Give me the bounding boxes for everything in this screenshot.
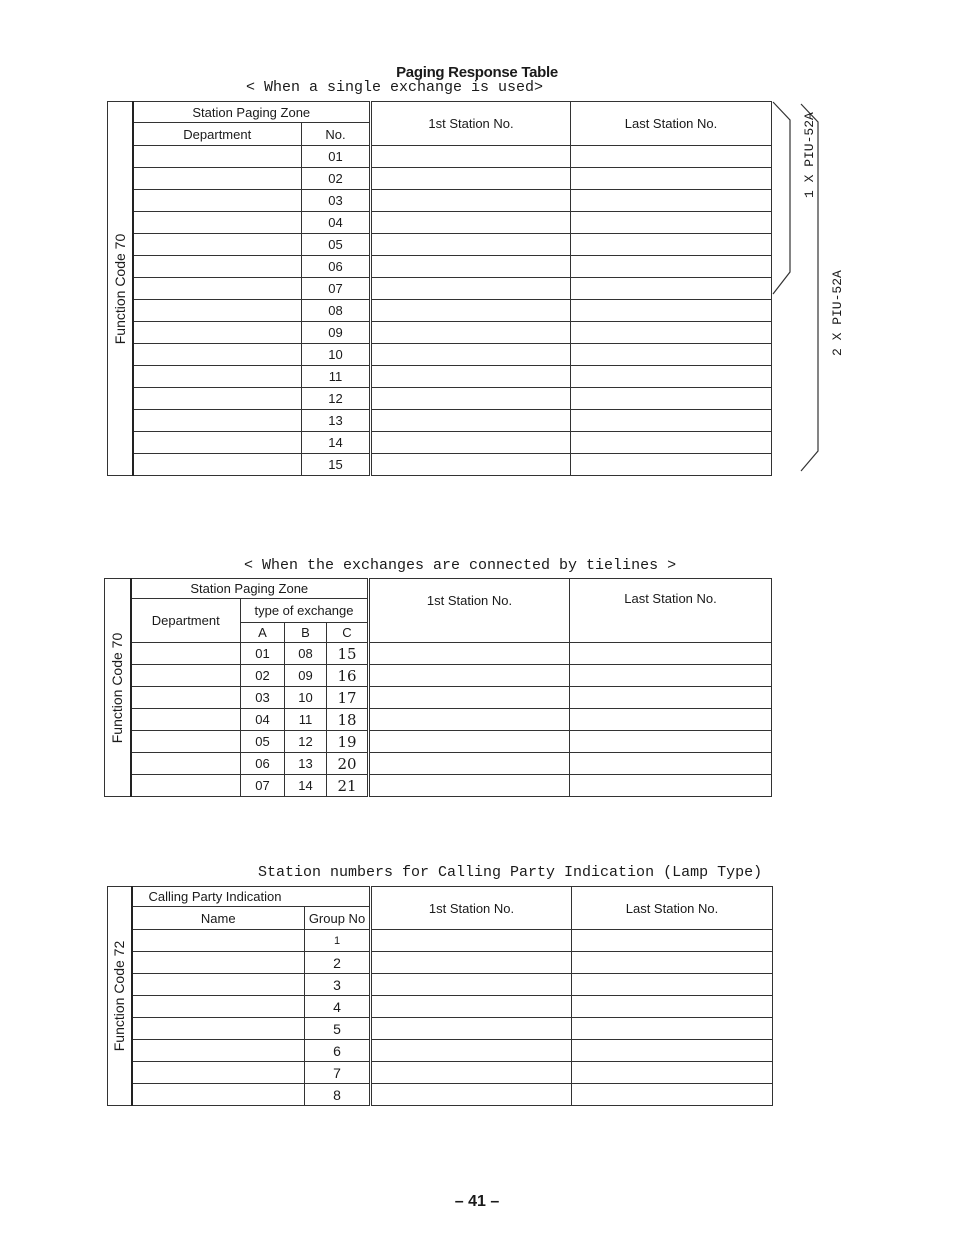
paging-table-single [107,101,772,476]
first-station-cell [371,190,571,212]
first-station-cell [371,388,571,410]
zone-c-cell: 18 [327,709,369,731]
last-station-cell [571,278,772,300]
table-row [105,731,772,753]
zone-c-cell: 19 [327,731,369,753]
function-code-label: Function Code 70 [108,102,133,476]
table-row [105,753,772,775]
first-station-cell [371,454,571,476]
paging-table-tielines [104,578,772,797]
zone-c-cell: 20 [327,753,369,775]
page-title: Paging Response Table [396,64,558,81]
department-cell [131,709,241,731]
first-station-header: 1st Station No. [371,102,571,146]
last-station-cell [571,300,772,322]
last-station-cell [571,344,772,366]
first-station-cell [371,930,572,952]
last-station-cell [571,256,772,278]
group-no-cell: 8 [305,1084,371,1106]
zone-a-cell: 03 [241,687,285,709]
table-row [108,190,772,212]
department-cell [133,168,302,190]
name-cell [132,1040,305,1062]
department-cell [131,687,241,709]
table-row [105,643,772,665]
zone-no-cell: 13 [302,410,371,432]
table-row [108,366,772,388]
first-station-cell [369,731,570,753]
table-row [108,278,772,300]
zone-a-cell: 05 [241,731,285,753]
group-no-cell: 5 [305,1018,371,1040]
last-station-header: Last Station No. [570,579,772,643]
table-row [108,212,772,234]
last-station-cell [572,996,773,1018]
table-row [108,1084,773,1106]
first-station-cell [371,234,571,256]
last-station-cell [572,974,773,996]
name-header: Name [132,907,305,930]
table-row [108,234,772,256]
zone-b-cell: 13 [285,753,327,775]
table-row [108,388,772,410]
name-cell [132,1062,305,1084]
zone-no-cell: 14 [302,432,371,454]
table-row [108,952,773,974]
page-number: – 41 – [454,1193,500,1210]
last-station-cell [571,168,772,190]
department-header: Department [131,599,241,643]
group-no-header: Group No [305,907,371,930]
department-cell [133,234,302,256]
table-row [108,1040,773,1062]
zone-header: Station Paging Zone [133,102,371,123]
zone-no-cell: 02 [302,168,371,190]
last-station-cell [572,1040,773,1062]
table-row [108,996,773,1018]
name-cell [132,974,305,996]
table-row [108,322,772,344]
last-station-cell [572,1084,773,1106]
table-row [108,344,772,366]
zone-b-cell: 10 [285,687,327,709]
group-no-cell: 7 [305,1062,371,1084]
first-station-cell [371,1084,572,1106]
last-station-header: Last Station No. [571,102,772,146]
department-header: Department [133,123,302,146]
zone-b-cell: 09 [285,665,327,687]
zone-no-cell: 11 [302,366,371,388]
last-station-cell [570,665,772,687]
last-station-cell [571,388,772,410]
zone-c-cell: 17 [327,687,369,709]
zone-c-cell: 15 [327,643,369,665]
table-row [105,687,772,709]
table-row [108,454,772,476]
first-station-cell [371,996,572,1018]
group-no-cell: 2 [305,952,371,974]
first-station-cell [371,1040,572,1062]
group-no-cell: 3 [305,974,371,996]
first-station-cell [371,366,571,388]
name-cell [132,1084,305,1106]
zone-no-cell: 08 [302,300,371,322]
first-station-cell [369,753,570,775]
name-cell [132,930,305,952]
zone-b-cell: 14 [285,775,327,797]
last-station-cell [571,366,772,388]
zone-no-cell: 01 [302,146,371,168]
name-cell [132,1018,305,1040]
first-station-cell [371,300,571,322]
department-cell [131,753,241,775]
first-station-cell [369,775,570,797]
table-row [108,256,772,278]
last-station-cell [572,1018,773,1040]
last-station-cell [571,322,772,344]
col-b-header: B [285,623,327,643]
table-row [108,168,772,190]
zone-a-cell: 07 [241,775,285,797]
table-row [108,300,772,322]
name-cell [132,996,305,1018]
first-station-cell [371,212,571,234]
first-station-cell [371,146,571,168]
department-cell [131,731,241,753]
first-station-cell [371,410,571,432]
zone-no-cell: 10 [302,344,371,366]
zone-b-cell: 11 [285,709,327,731]
department-cell [133,432,302,454]
table-row [108,432,772,454]
zone-header: Station Paging Zone [131,579,369,599]
first-station-header: 1st Station No. [371,887,572,930]
first-station-cell [371,256,571,278]
zone-a-cell: 01 [241,643,285,665]
department-cell [131,665,241,687]
last-station-cell [572,1062,773,1084]
bracket-1-line [773,102,790,294]
department-cell [133,212,302,234]
section1-caption: < When a single exchange is used> [246,79,544,96]
zone-no-cell: 07 [302,278,371,300]
department-cell [133,344,302,366]
no-header: No. [302,123,371,146]
department-cell [133,410,302,432]
first-station-cell [371,278,571,300]
department-cell [131,775,241,797]
zone-c-cell: 16 [327,665,369,687]
piu-bracket-group [768,96,828,481]
zone-b-cell: 08 [285,643,327,665]
last-station-cell [570,643,772,665]
table-row [108,930,773,952]
calling-party-table [107,886,773,1106]
group-no-cell: 6 [305,1040,371,1062]
first-station-cell [369,665,570,687]
table-row [105,775,772,797]
table-row [108,410,772,432]
type-of-exchange-header: type of exchange [241,599,369,623]
table-row [108,974,773,996]
first-station-cell [371,1018,572,1040]
table-row [105,709,772,731]
department-cell [133,256,302,278]
department-cell [131,643,241,665]
department-cell [133,388,302,410]
table-row [108,1018,773,1040]
bracket-1-label: 1 X PIU-52A [802,112,817,198]
col-c-header: C [327,623,369,643]
department-cell [133,190,302,212]
section2-caption: < When the exchanges are connected by tielines > [244,557,677,574]
function-code-label: Function Code 72 [108,887,132,1106]
first-station-cell [369,709,570,731]
zone-no-cell: 05 [302,234,371,256]
zone-a-cell: 04 [241,709,285,731]
first-station-cell [371,344,571,366]
function-code-label: Function Code 70 [105,579,131,797]
first-station-cell [371,952,572,974]
last-station-cell [571,410,772,432]
zone-no-cell: 15 [302,454,371,476]
zone-no-cell: 12 [302,388,371,410]
table-row [105,665,772,687]
last-station-cell [570,709,772,731]
zone-b-cell: 12 [285,731,327,753]
col-a-header: A [241,623,285,643]
first-station-header: 1st Station No. [369,579,570,643]
table-row [108,1062,773,1084]
first-station-cell [371,432,571,454]
department-cell [133,278,302,300]
department-cell [133,322,302,344]
last-station-cell [570,687,772,709]
last-station-cell [570,731,772,753]
table-row [108,146,772,168]
section3-caption: Station numbers for Calling Party Indication (Lamp Type) [258,864,763,881]
zone-a-cell: 02 [241,665,285,687]
group-no-cell: 4 [305,996,371,1018]
last-station-cell [570,775,772,797]
last-station-cell [571,212,772,234]
first-station-cell [369,687,570,709]
group-no-cell: 1 [305,930,371,952]
last-station-cell [571,234,772,256]
zone-no-cell: 04 [302,212,371,234]
zone-c-cell: 21 [327,775,369,797]
zone-a-cell: 06 [241,753,285,775]
zone-no-cell: 09 [302,322,371,344]
last-station-cell [570,753,772,775]
name-cell [132,952,305,974]
department-cell [133,454,302,476]
first-station-cell [371,168,571,190]
last-station-cell [571,146,772,168]
last-station-cell [571,432,772,454]
cpi-header: Calling Party Indication [132,887,371,907]
first-station-cell [371,322,571,344]
last-station-cell [571,454,772,476]
last-station-cell [572,930,773,952]
last-station-header: Last Station No. [572,887,773,930]
zone-no-cell: 03 [302,190,371,212]
bracket-2-label: 2 X PIU-52A [830,270,845,356]
last-station-cell [571,190,772,212]
department-cell [133,300,302,322]
zone-no-cell: 06 [302,256,371,278]
department-cell [133,366,302,388]
first-station-cell [369,643,570,665]
first-station-cell [371,1062,572,1084]
last-station-cell [572,952,773,974]
department-cell [133,146,302,168]
first-station-cell [371,974,572,996]
